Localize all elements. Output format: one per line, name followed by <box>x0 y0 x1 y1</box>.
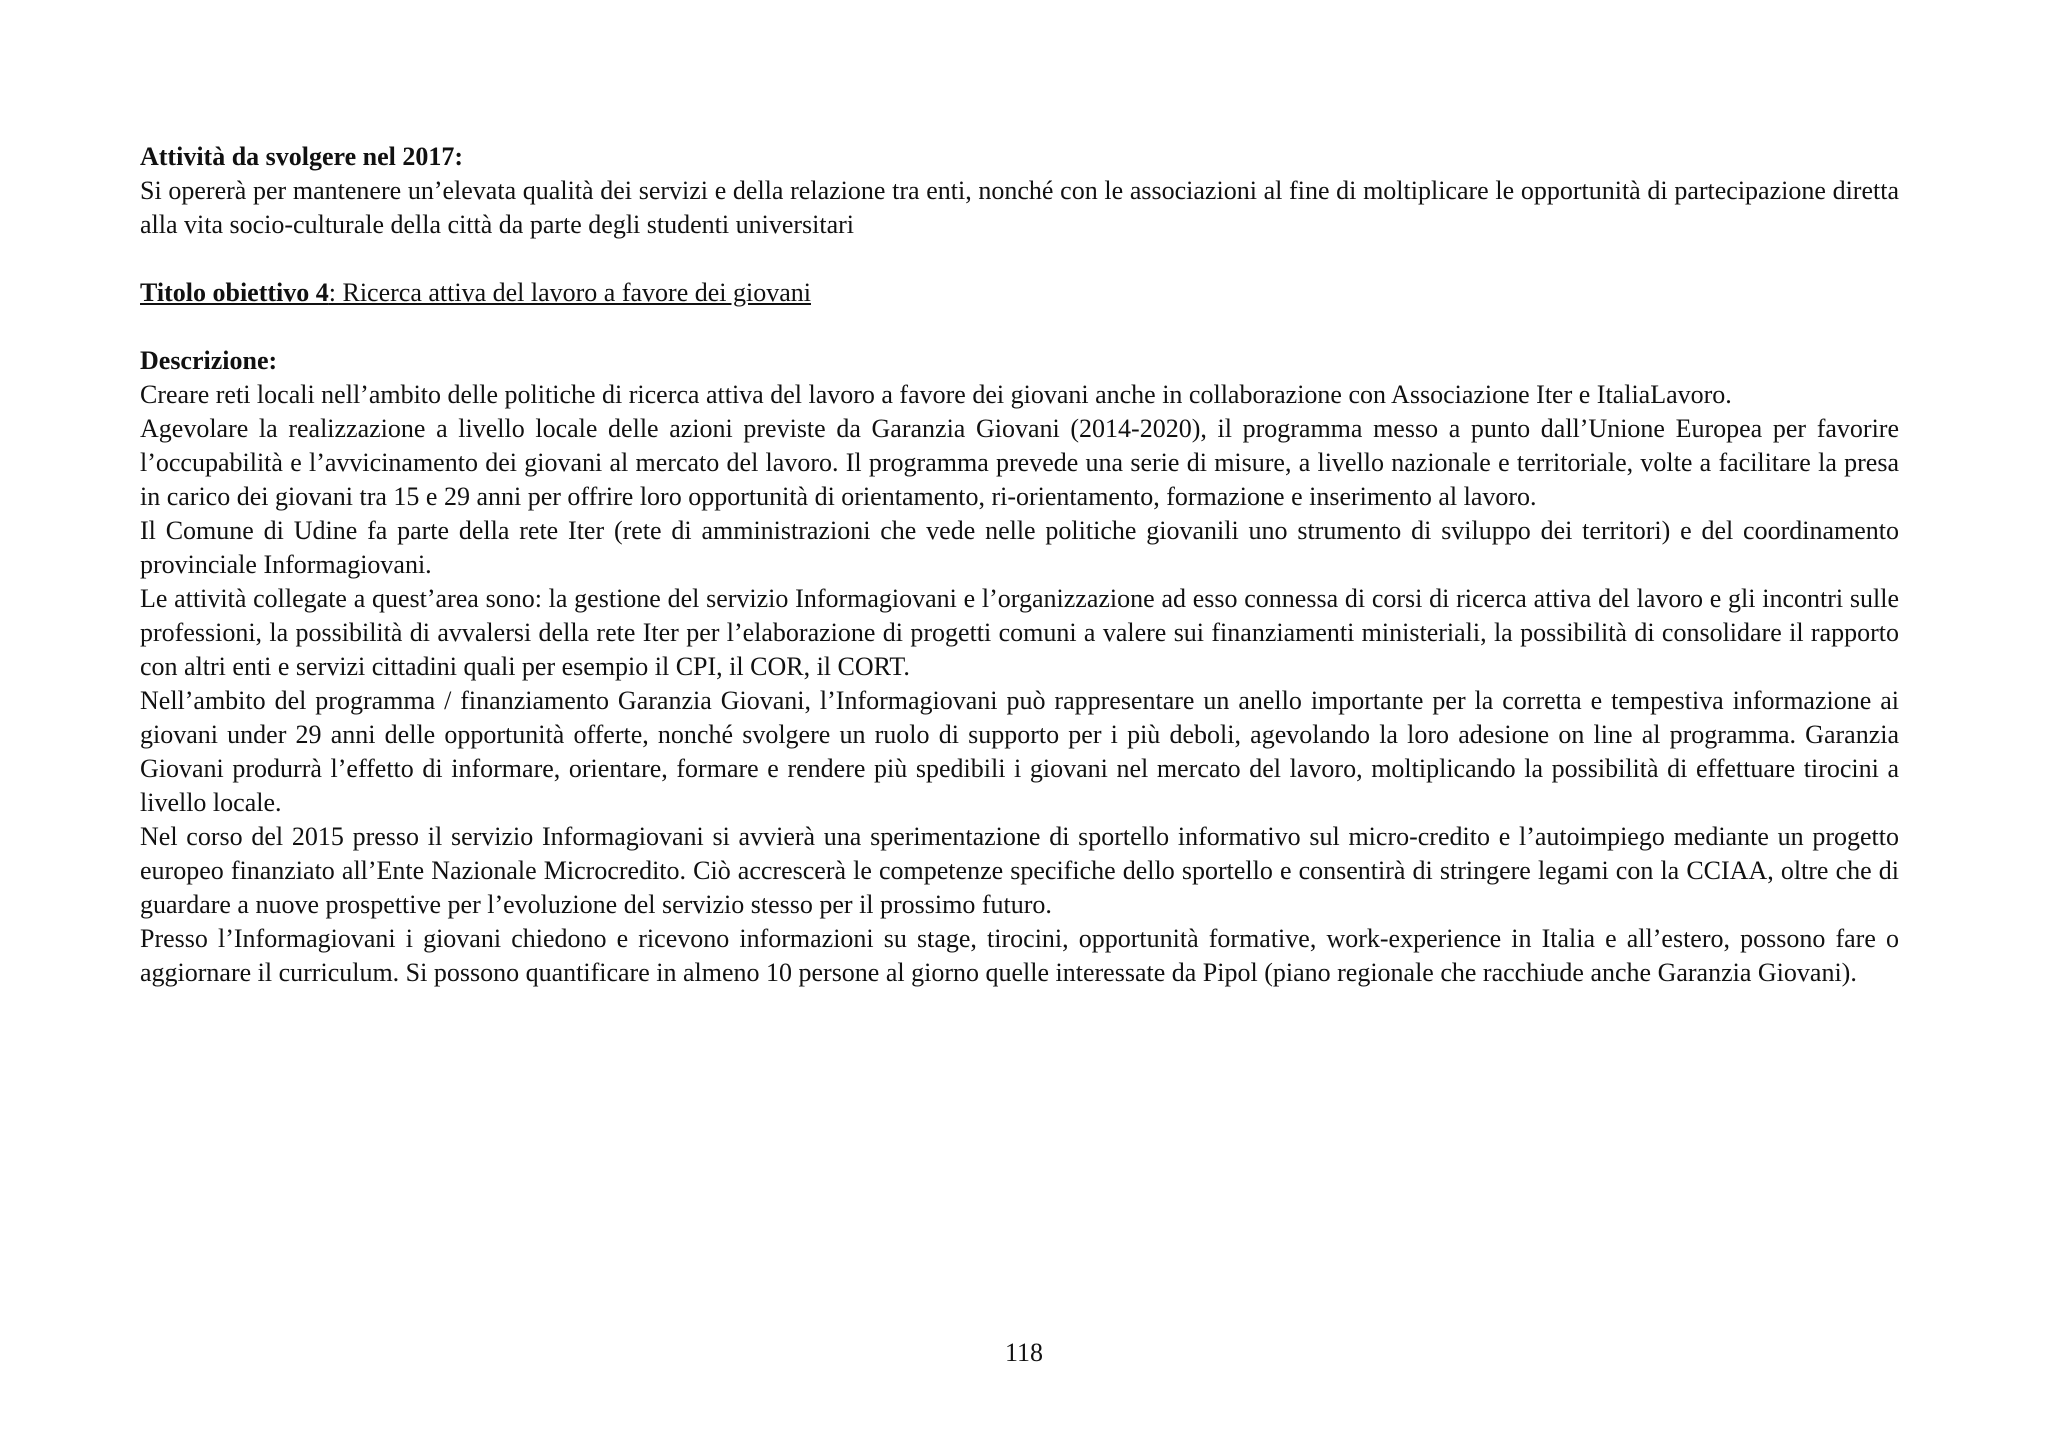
description-paragraph: Le attività collegate a quest’area sono: la gestione del servizio Informagiovani e l’organizzazione ad esso connessa di corsi di ricerca attiva del lavoro e gli incontri sulle professioni, la possibilità di avvalersi della rete Iter per l’elaborazione di progetti comuni a valere sui finanziamenti ministeriali, la possibilità di consolidare il rapporto con altri enti e servizi cittadini quali per esempio il CPI, il COR, il CORT. <box>140 584 1899 681</box>
description-heading: Descrizione: <box>140 346 278 375</box>
spacer <box>140 242 1899 276</box>
description-paragraph: Creare reti locali nell’ambito delle politiche di ricerca attiva del lavoro a favore dei giovani anche in collaborazione con Associazione Iter e ItaliaLavoro. <box>140 380 1732 409</box>
spacer <box>140 310 1899 344</box>
description-paragraph: Il Comune di Udine fa parte della rete Iter (rete di amministrazioni che vede nelle politiche giovanili uno strumento di sviluppo dei territori) e del coordinamento provinciale Informagiovani. <box>140 516 1899 579</box>
description-paragraph: Nell’ambito del programma / finanziamento Garanzia Giovani, l’Informagiovani può rappresentare un anello importante per la corretta e tempestiva informazione ai giovani under 29 anni delle opportunità offerte, nonché svolgere un ruolo di supporto per i più deboli, agevolando la loro adesione on line al programma. Garanzia Giovani produrrà l’effetto di informare, orientare, formare e rendere più spedibili i giovani nel mercato del lavoro, moltiplicando la possibilità di effettuare tirocini a livello locale. <box>140 686 1899 817</box>
objective-title <box>140 276 1899 310</box>
description-paragraph: Nel corso del 2015 presso il servizio Informagiovani si avvierà una sperimentazione di sportello informativo sul micro-credito e l’autoimpiego mediante un progetto europeo finanziato all’Ente Nazionale Microcredito. Ciò accrescerà le competenze specifiche dello sportello e consentirà di stringere legami con la CCIAA, oltre che di guardare a nuove prospettive per l’evoluzione del servizio stesso per il prossimo futuro. <box>140 822 1899 919</box>
objective-label: Titolo obiettivo 4 <box>140 278 329 307</box>
activities-heading: Attività da svolgere nel 2017: <box>140 142 464 171</box>
objective-title-text: : Ricerca attiva del lavoro a favore dei giovani <box>328 278 811 307</box>
page-number: 118 <box>1004 1338 1044 1367</box>
activities-text: Si opererà per mantenere un’elevata qualità dei servizi e della relazione tra enti, nonché con le associazioni al fine di moltiplicare le opportunità di partecipazione diretta alla vita socio-culturale della città da parte degli studenti universitari <box>140 176 1899 239</box>
page-content <box>140 140 1899 990</box>
description-paragraph: Agevolare la realizzazione a livello locale delle azioni previste da Garanzia Giovani (2014-2020), il programma messo a punto dall’Unione Europea per favorire l’occupabilità e l’avvicinamento dei giovani al mercato del lavoro. Il programma prevede una serie di misure, a livello nazionale e territoriale, volte a facilitare la presa in carico dei giovani tra 15 e 29 anni per offrire loro opportunità di orientamento, ri-orientamento, formazione e inserimento al lavoro. <box>140 414 1899 511</box>
description-paragraph: Presso l’Informagiovani i giovani chiedono e ricevono informazioni su stage, tirocini, opportunità formative, work-experience in Italia e all’estero, possono fare o aggiornare il curriculum. Si possono quantificare in almeno 10 persone al giorno quelle interessate da Pipol (piano regionale che racchiude anche Garanzia Giovani). <box>140 924 1899 987</box>
